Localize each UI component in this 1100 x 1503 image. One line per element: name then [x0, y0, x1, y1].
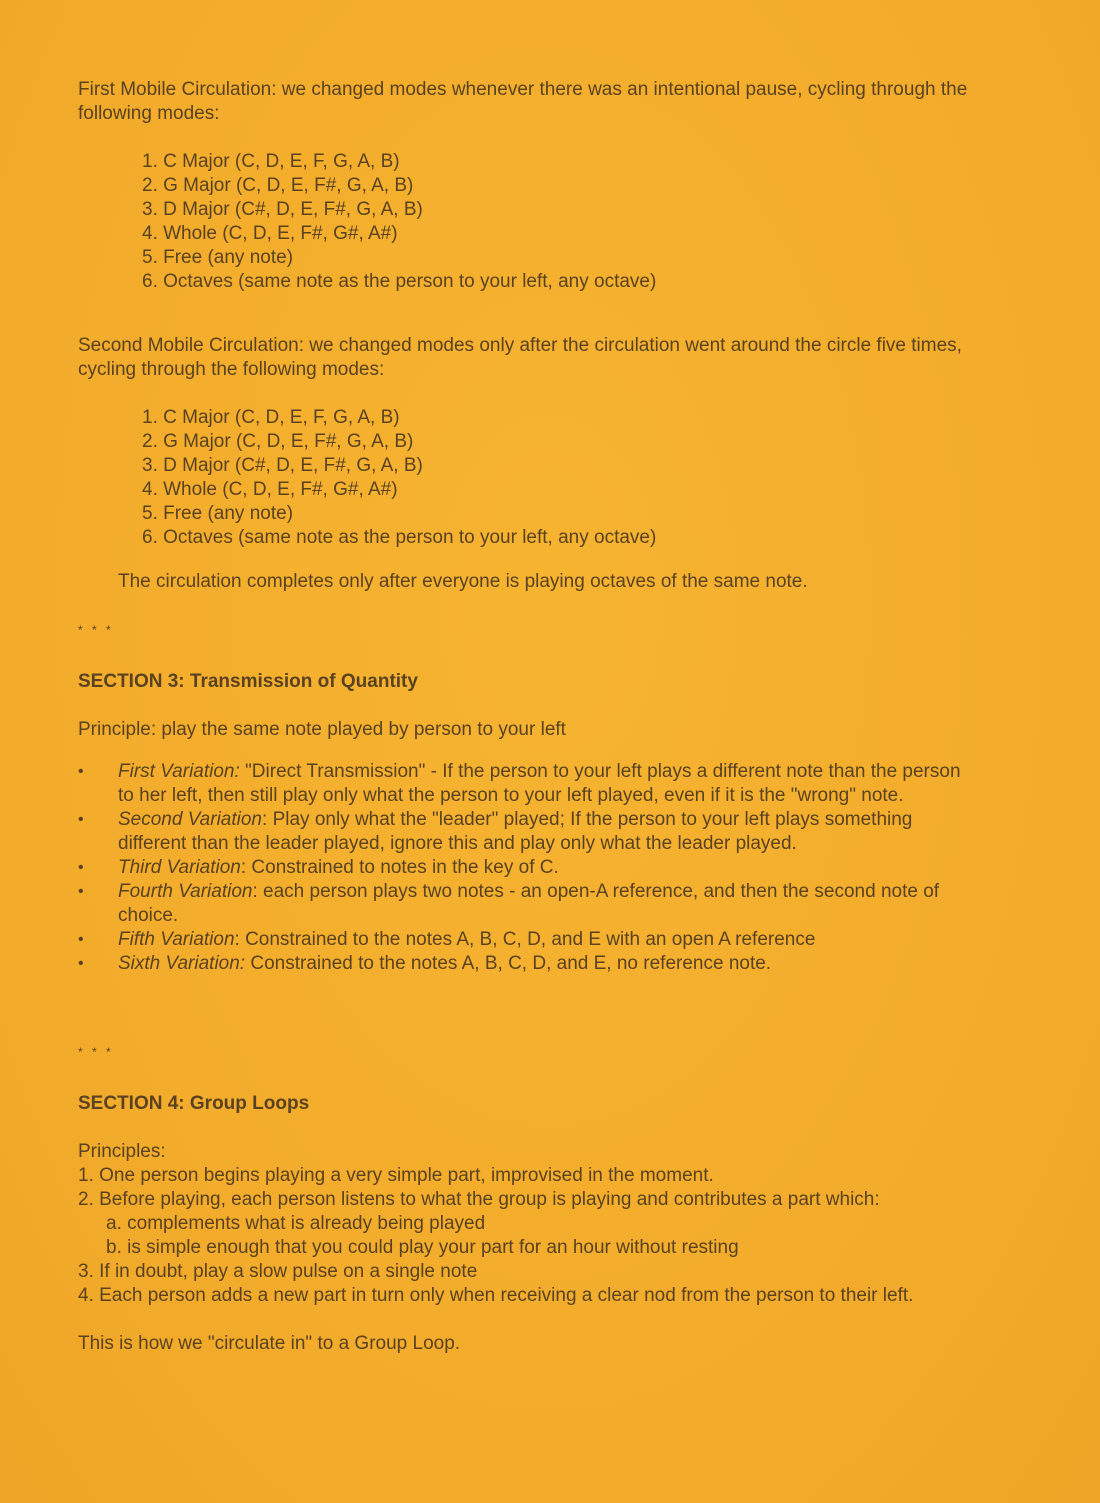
mode-item: 2. G Major (C, D, E, F#, G, A, B) — [142, 431, 414, 452]
section3-variations — [78, 760, 978, 976]
principle-subitem: b. is simple enough that you could play your part for an hour without resting — [106, 1237, 739, 1258]
mode-item: 6. Octaves (same note as the person to your left, any octave) — [142, 271, 657, 292]
variation-text: : each person plays two notes - an open-A reference, and then the second note of choice. — [118, 881, 940, 926]
section-separator: * * * — [78, 623, 114, 637]
section3-title: SECTION 3: Transmission of Quantity — [78, 671, 418, 692]
mode-item: 1. C Major (C, D, E, F, G, A, B) — [142, 407, 400, 428]
mode-item: 5. Free (any note) — [142, 503, 294, 524]
mode-item: 3. D Major (C#, D, E, F#, G, A, B) — [142, 455, 423, 476]
principle-item: 3. If in doubt, play a slow pulse on a single note — [78, 1261, 478, 1282]
mode-item: 3. D Major (C#, D, E, F#, G, A, B) — [142, 199, 423, 220]
second-circulation-closing: The circulation completes only after everyone is playing octaves of the same note. — [118, 571, 808, 592]
section4-principles-label: Principles: — [78, 1141, 166, 1162]
second-modes-list — [78, 406, 978, 550]
variation-item — [78, 880, 978, 928]
variation-item — [78, 952, 978, 976]
section-separator: * * * — [78, 1045, 114, 1059]
variation-text: : Play only what the "leader" played; If the person to your left plays something different than the leader played, ignore this and play only what the leader played. — [118, 809, 913, 854]
first-circulation-intro: First Mobile Circulation: we changed modes whenever there was an intentional pause, cycling through the following modes: — [78, 79, 968, 124]
document-body — [78, 78, 978, 1356]
variation-text: : Constrained to notes in the key of C. — [240, 857, 559, 878]
variation-label: Fifth Variation — [118, 929, 235, 950]
principle-subitem: a. complements what is already being played — [106, 1213, 486, 1234]
mode-item: 4. Whole (C, D, E, F#, G#, A#) — [142, 223, 398, 244]
variation-label: Second Variation — [118, 809, 263, 830]
variation-label: Third Variation — [118, 857, 241, 878]
variation-item — [78, 808, 978, 856]
principle-item: 1. One person begins playing a very simple part, improvised in the moment. — [78, 1165, 714, 1186]
principle-item: 4. Each person adds a new part in turn only when receiving a clear nod from the person to their left. — [78, 1285, 914, 1306]
variation-label: Fourth Variation — [118, 881, 253, 902]
first-modes-list — [78, 150, 978, 294]
variation-text: Constrained to the notes A, B, C, D, and E, no reference note. — [245, 953, 772, 974]
mode-item: 4. Whole (C, D, E, F#, G#, A#) — [142, 479, 398, 500]
second-circulation-intro: Second Mobile Circulation: we changed modes only after the circulation went around the circle five times, cycling through the following modes: — [78, 335, 962, 380]
variation-text: "Direct Transmission" - If the person to your left plays a different note than the person to her left, then still play only what the person to your left played, even if it is the "wrong" note. — [118, 761, 961, 806]
principle-item: 2. Before playing, each person listens to what the group is playing and contributes a part which: — [78, 1189, 880, 1210]
mode-item: 5. Free (any note) — [142, 247, 294, 268]
variation-item — [78, 760, 978, 808]
mode-item: 2. G Major (C, D, E, F#, G, A, B) — [142, 175, 414, 196]
section3-principle: Principle: play the same note played by person to your left — [78, 719, 566, 740]
mode-item: 6. Octaves (same note as the person to your left, any octave) — [142, 527, 657, 548]
variation-text: : Constrained to the notes A, B, C, D, and E with an open A reference — [234, 929, 816, 950]
section4-title: SECTION 4: Group Loops — [78, 1093, 310, 1114]
section4-closing: This is how we "circulate in" to a Group Loop. — [78, 1333, 461, 1354]
section4-principles-list — [78, 1164, 978, 1308]
variation-item — [78, 856, 978, 880]
variation-label: First Variation: — [118, 761, 240, 782]
variation-label: Sixth Variation: — [118, 953, 246, 974]
mode-item: 1. C Major (C, D, E, F, G, A, B) — [142, 151, 400, 172]
variation-item — [78, 928, 978, 952]
